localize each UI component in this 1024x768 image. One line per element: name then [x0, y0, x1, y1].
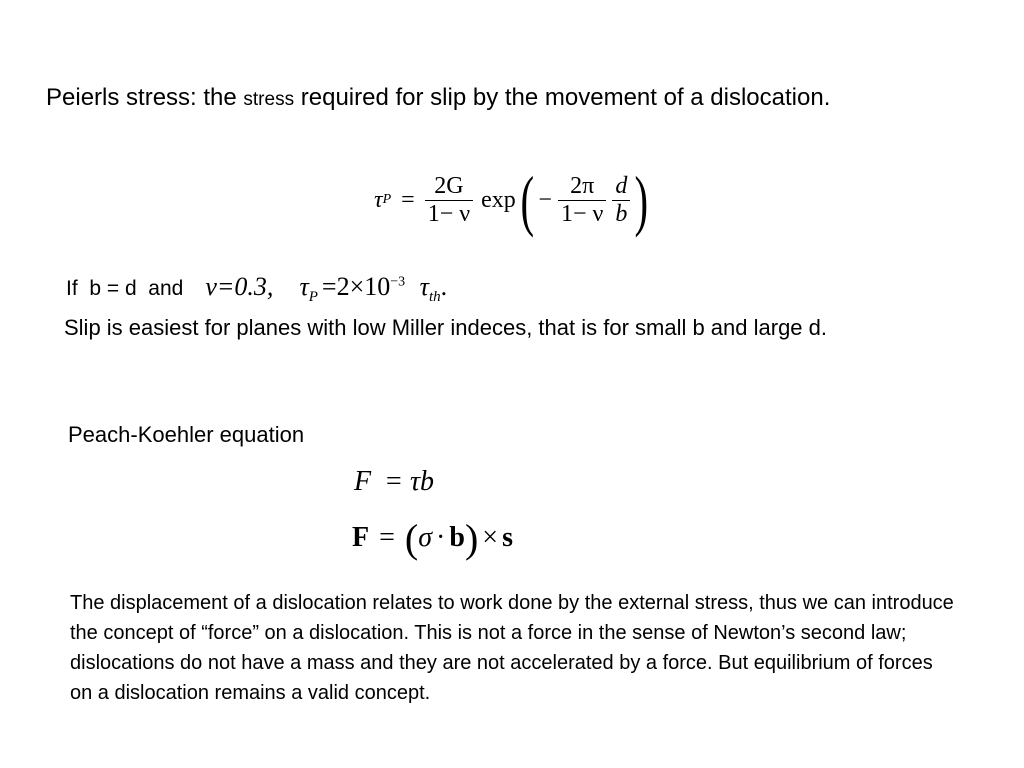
nu-expression: ν=0.3, — [205, 272, 274, 301]
fraction-2g-denominator: 1− ν — [427, 200, 471, 227]
fraction-2g-numerator: 2G — [425, 173, 473, 201]
tau-p-value: =2×10 — [321, 272, 391, 301]
tau-p-exponent: −3 — [390, 274, 406, 290]
eq2-times: × — [482, 522, 499, 553]
condition-text: If b = d and — [66, 277, 184, 300]
eq2-sigma: σ — [418, 522, 433, 553]
fraction-2g — [425, 173, 473, 228]
peach-koehler-equation-scalar — [354, 466, 434, 498]
condition-line — [66, 272, 447, 306]
peach-koehler-title: Peach-Koehler equation — [68, 422, 305, 447]
eq2-left-paren: ( — [404, 515, 419, 561]
eq2-equals: = — [379, 522, 395, 553]
heading-suffix: required for slip by the movement of a dislocation. — [294, 84, 831, 111]
minus-sign: − — [538, 186, 552, 213]
exp-label: exp — [481, 186, 516, 213]
right-paren: ) — [634, 162, 649, 238]
eq2-b: b — [449, 522, 465, 553]
tau-p-subscript: P — [308, 289, 318, 306]
tau-p-expression — [299, 272, 447, 306]
eq2-right-paren: ) — [464, 515, 479, 561]
left-paren: ( — [520, 162, 534, 238]
tau-th-symbol: τ — [419, 272, 429, 301]
tau-symbol: τ — [374, 186, 383, 213]
tau-th-subscript: th — [428, 289, 441, 306]
heading-small-word: stress — [243, 89, 295, 110]
heading — [46, 84, 830, 112]
fraction-d-over-b — [612, 173, 630, 228]
equals-sign: = — [401, 186, 415, 213]
tau-p-symbol: τ — [299, 272, 309, 301]
peierls-formula — [374, 164, 653, 236]
slip-paragraph: Slip is easiest for planes with low Miller indeces, that is for small b and large d. — [64, 315, 828, 340]
peach-koehler-equation-vector — [352, 514, 513, 562]
eq2-dot: · — [436, 522, 446, 553]
fraction-b-denominator: b — [615, 200, 628, 227]
eq1-rhs: = τb — [384, 466, 435, 497]
fraction-2pi-numerator: 2π — [558, 173, 606, 201]
eq1-force: F — [354, 466, 372, 497]
fraction-d-numerator: d — [612, 173, 630, 201]
eq2-force: F — [352, 522, 370, 553]
displacement-paragraph: The displacement of a dislocation relates to work done by the external stress, thus we can introduce the concept of “force” on a dislocation. This is not a force in the sense of Newton’s second law; dislocations do not have a mass and they are not accelerated by a force. But equilibrium of forces on a dislocation remains a valid concept. — [70, 592, 954, 704]
condition-period: . — [440, 272, 448, 301]
heading-prefix: Peierls stress: the — [46, 84, 244, 111]
fraction-2pi — [558, 173, 606, 228]
eq2-s: s — [502, 522, 513, 553]
tau-subscript-p: P — [382, 192, 392, 207]
fraction-2pi-denominator: 1− ν — [560, 200, 604, 227]
